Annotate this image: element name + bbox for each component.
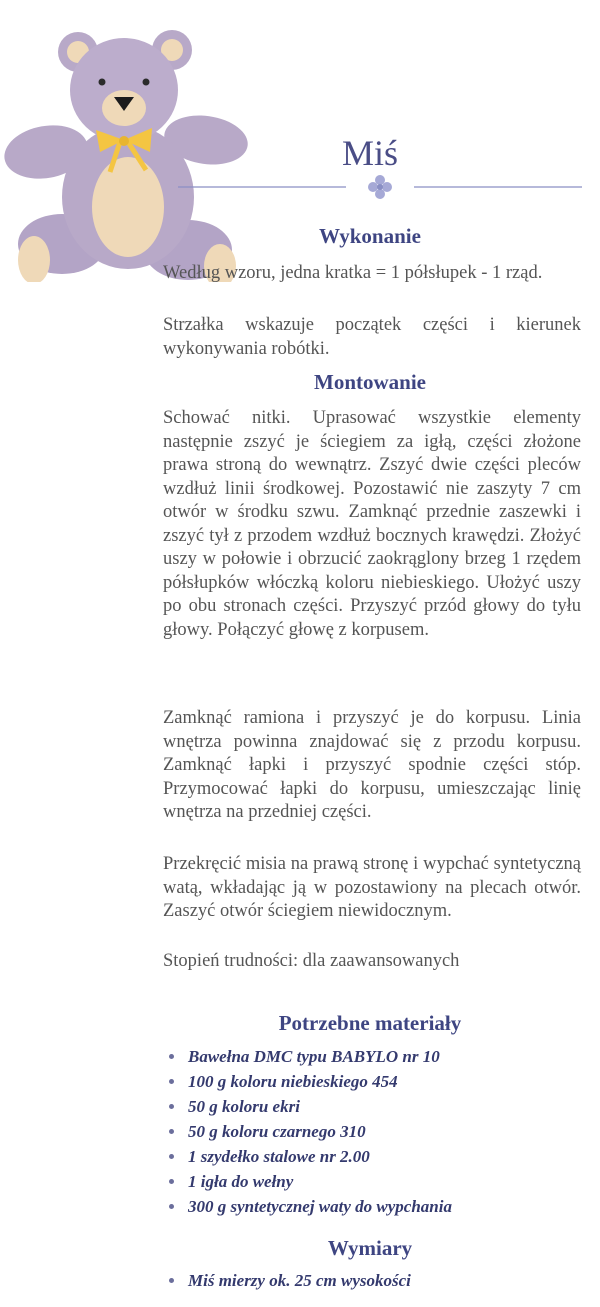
list-item: Miś mierzy ok. 25 cm wysokości	[164, 1268, 584, 1293]
heading-dimensions: Wymiary	[327, 1236, 413, 1260]
list-item: Bawełna DMC typu BABYLO nr 10	[164, 1044, 584, 1069]
heading-execution: Wykonanie	[319, 224, 421, 248]
list-item: 50 g koloru ekri	[164, 1094, 584, 1119]
execution-text-2: Strzałka wskazuje początek części i kierunek wykonywania robótki.	[163, 315, 581, 359]
list-item: 300 g syntetycznej waty do wypchania	[164, 1194, 584, 1219]
heading-materials: Potrzebne materiały	[278, 1011, 462, 1035]
execution-text-1: Według wzoru, jedna kratka = 1 półsłupek - 1 rząd.	[163, 263, 543, 283]
heading-assembly: Montowanie	[314, 370, 426, 394]
list-item: 50 g koloru czarnego 310	[164, 1119, 584, 1144]
dimensions-list	[164, 1268, 584, 1293]
assembly-text-2: Zamknąć ramiona i przyszyć je do korpusu. Linia wnętrza powinna znajdować się z przodu korpusu. Zamknąć łapki i przyszyć spodnie części stóp. Przymocować łapki do korpusu, umieszczając linię wnętrza na przedniej części.	[163, 708, 581, 822]
ornament-divider	[178, 172, 582, 202]
difficulty-text: Stopień trudności: dla zaawansowanych	[163, 951, 460, 971]
page-title: Miś	[341, 133, 399, 173]
list-item: 1 igła do wełny	[164, 1169, 584, 1194]
materials-list	[164, 1044, 584, 1219]
list-item: 100 g koloru niebieskiego 454	[164, 1069, 584, 1094]
assembly-text-3: Przekręcić misia na prawą stronę i wypchać syntetyczną watą, wkładając ją w pozostawiony na plecach otwór. Zaszyć otwór ściegiem niewidocznym.	[163, 854, 581, 921]
list-item: 1 szydełko stalowe nr 2.00	[164, 1144, 584, 1169]
assembly-text-1: Schować nitki. Uprasować wszystkie elementy następnie zszyć je ściegiem za igłą, części złożone prawa stroną do wewnątrz. Zszyć dwie części pleców wzdłuż linii środkowej. Pozostawić nie zaszyty 7 cm otwór w środku szwu. Zamknąć przednie zaszewki i zszyć tył z przodem wzdłuż bocznych krawędzi. Złożyć uszy w połowie i obrzucić zaokrąglony brzeg 1 rzędem półsłupków włóczką koloru niebieskiego. Ułożyć uszy po obu stronach części. Przyszyć przód głowy do tyłu głowy. Połączyć głowę z korpusem.	[163, 408, 581, 640]
